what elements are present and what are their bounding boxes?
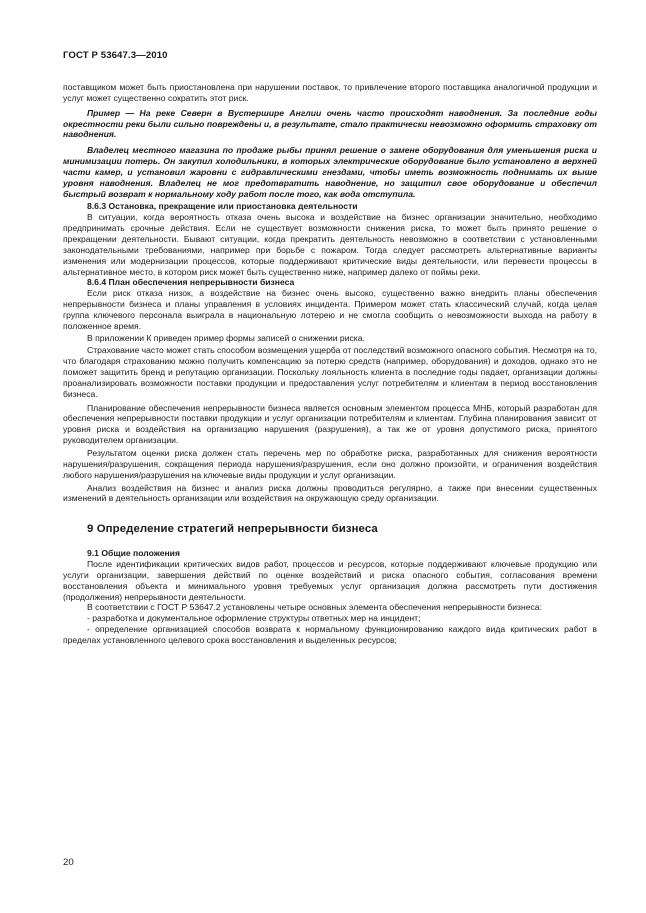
paragraph: Анализ воздействия на бизнес и анализ риска должны проводиться регулярно, а также при внесении существенных изменений в деятельность организации или воздействия на окружающую среду организации. [63, 482, 597, 504]
paragraph-continued: поставщиком может быть приостановлена при нарушении поставок, то привлечение второго поставщика аналогичной продукции и услуг может существенно сократить этот риск. [63, 82, 597, 103]
paragraph: В соответствии с ГОСТ Р 53647.2 установлены четыре основных элемента обеспечения непрерывности бизнеса: [87, 602, 542, 613]
list-item: - определение организацией способов возврата к нормальному функционированию каждого вида критических работ в пределах установленного целевого срока восстановления и выделенных ресурсов; [63, 624, 597, 645]
paragraph: Планирование обеспечения непрерывности бизнеса является основным элементом процесса МНБ, который разработан для обеспечения непрерывности поставки продукции и услуг организации потребителям и клиентам. Глубина планирования зависит от уровня риска и воздействия на организацию нарушения (разрушения), а так же от уровня допустимого риска, принятого руководителем организации. [63, 402, 597, 446]
section-heading-9: 9 Определение стратегий непрерывности бизнеса [87, 523, 378, 536]
example-paragraph-2: Владелец местного магазина по продаже рыбы принял решение о замене оборудования для уменьшения риска и минимизации потерь. Он закупил холодильники, в которых электрические оборудование было установлено в верхней части камер, и установил жаровни с гидравлическими гнездами, чтобы иметь возможность поднимать их выше уровня наводнения. Владелец не мог предотвратить наводнение, но защитил свое оборудование и обеспечил быстрый возврат к нормальному ходу работ после того, как вода отступила. [63, 145, 597, 199]
example-paragraph: Пример — На реке Северн в Вустершире Англии очень часто происходят наводнения. За последние годы окрестности реки были сильно повреждены и, в результате, стало практически невозможно оформить страховку от наводнения. [63, 107, 597, 140]
paragraph: Если риск отказа низок, а воздействие на бизнес очень высоко, существенно важно внедрить планы обеспечения непрерывности бизнеса и планы управления в условиях инцидента. Примером может стать классический случай, когда целая группа ключевого персонала выиграла в национальную лотерею и не смогла сообщить о невозможности выхода на работу в положенное время. [63, 288, 597, 331]
list-item: - разработка и документальное оформление структуры ответных мер на инцидент; [87, 613, 421, 624]
subsection-heading-9-1: 9.1 Общие положения [87, 548, 180, 559]
subsection-heading-8-6-4: 8.6.4 План обеспечения непрерывности бизнеса [87, 277, 295, 288]
paragraph: В приложении К приведен пример формы записей о снижении риска. [87, 332, 365, 343]
paragraph: Результатом оценки риска должен стать перечень мер по обработке риска, разработанных для снижения вероятности нарушения/разрушения, сокращения периода нарушения/разрушения, если оно должно произойти, и ограничения воздействия любого нарушения/разрушения на ключевые виды продукции и услуг организации. [63, 448, 597, 480]
subsection-heading-8-6-3: 8.6.3 Остановка, прекращение или приостановка деятельности [87, 201, 358, 212]
page-content [63, 82, 597, 646]
paragraph: В ситуации, когда вероятность отказа очень высока и воздействие на бизнес организации значительно, необходимо предпринимать срочные действия. Если не существует возможности снижения риска, то может быть принято решение о прекращении деятельности. Бывают ситуации, когда прекратить деятельность невозможно в соответствии с установленными законодательными требованиями, например при борьбе с пожаром. Тогда следует рассмотреть альтернативные варианты изменения или модернизации процессов, которые поддерживают критические виды деятельности, или перевести процессы в альтернативное место, в котором риск может быть существенно ниже, например далеко от поймы реки. [63, 212, 597, 277]
paragraph: Страхование часто может стать способом возмещения ущерба от последствий возможного опасного события. Несмотря на то, что благодаря страхованию можно получить компенсацию за потерю средств (например, оборудования) и доходов, однако это не поможет защитить бренд и репутацию организации. Поскольку лояльность клиента в последние годы падает, организации должны проанализировать возможности поставки продукции и предоставления услуг потребителям и клиентам в период восстановления бизнеса. [63, 345, 597, 399]
page-number: 20 [63, 857, 74, 868]
document-header: ГОСТ Р 53647.3—2010 [63, 50, 168, 61]
paragraph: После идентификации критических видов работ, процессов и ресурсов, которые поддерживают ключевые продукцию или услуги организации, завершения действий по оценке воздействий и риска опасного события, согласования времени восстановления объекта и минимального уровня требуемых услуг организация должна рассмотреть пути достижения (продолжения) непрерывности деятельности. [63, 559, 597, 602]
